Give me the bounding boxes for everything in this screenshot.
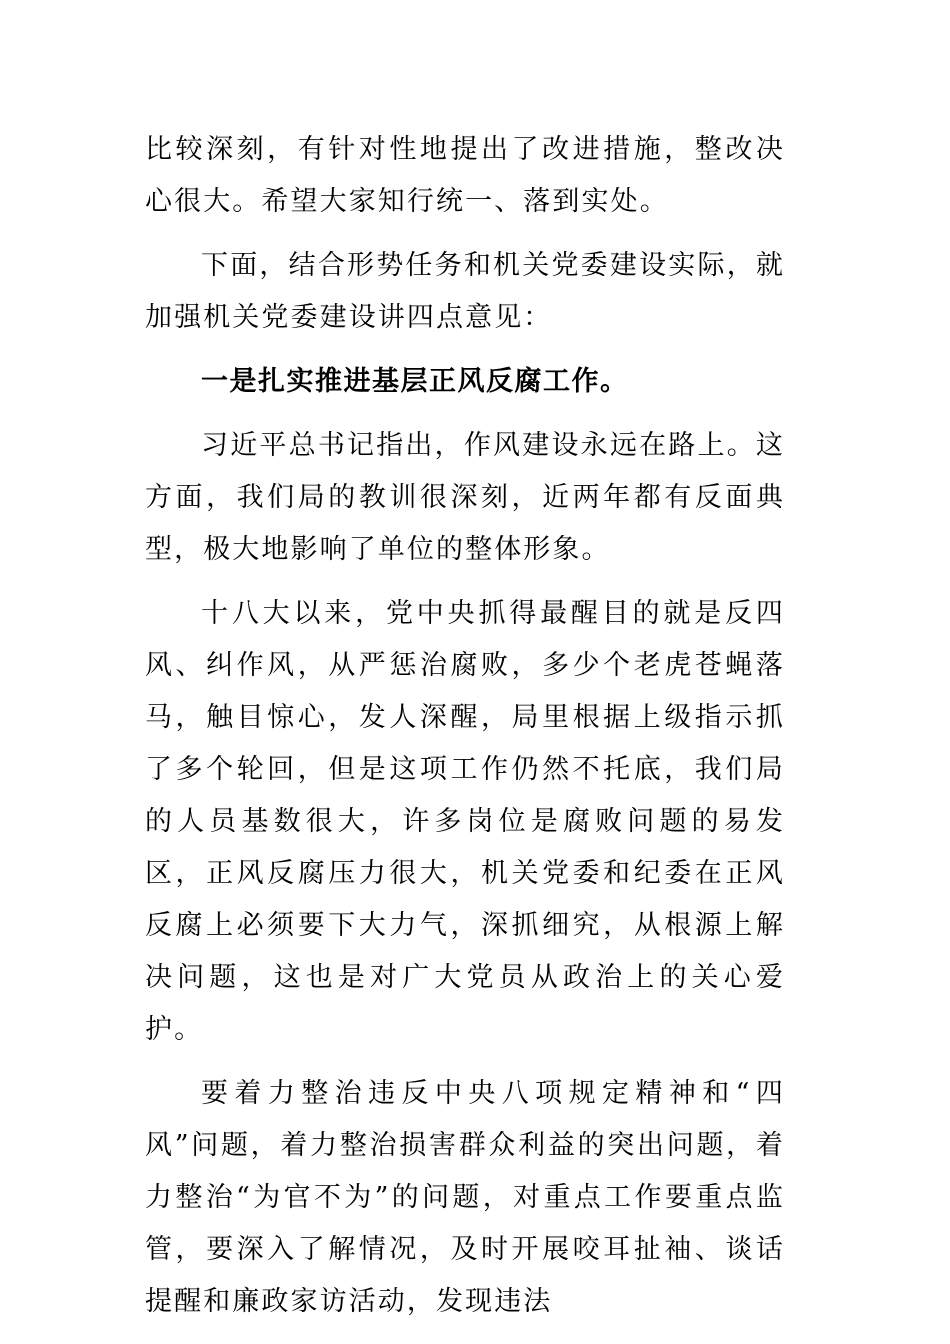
section-heading: 一是扎实推进基层正风反腐工作。 — [201, 366, 629, 397]
paragraph-body-2: 十八大以来，党中央抓得最醒目的就是反四风、纠作风，从严惩治腐败，多少个老虎苍蝇落马，触目惊心，发人深醒，局里根据上级指示抓了多个轮回，但是这项工作仍然不托底，我们局的人员基数很大，许多岗位是腐败问题的易发区，正风反腐压力很大，机关党委和纪委在正风反腐上必须要下大力气，深抓细究，从根源上解决问题，这也是对广大党员从政治上的关心爱护。 — [145, 598, 785, 1045]
paragraph-body-1: 习近平总书记指出，作风建设永远在路上。这方面，我们局的教训很深刻，近两年都有反面典型，极大地影响了单位的整体形象。 — [145, 430, 785, 565]
document-page — [145, 124, 785, 1328]
paragraph-intro: 下面，结合形势任务和机关党委建设实际，就加强机关党委建设讲四点意见： — [145, 250, 785, 333]
paragraph-continuation: 比较深刻，有针对性地提出了改进措施，整改决心很大。希望大家知行统一、落到实处。 — [145, 134, 785, 217]
paragraph-body-3: 要着力整治违反中央八项规定精神和“四风”问题，着力整治损害群众利益的突出问题，着力整治“为官不为”的问题，对重点工作要重点监管，要深入了解情况，及时开展咬耳扯袖、谈话提醒和廉政家访活动，发现违法 — [145, 1078, 785, 1317]
